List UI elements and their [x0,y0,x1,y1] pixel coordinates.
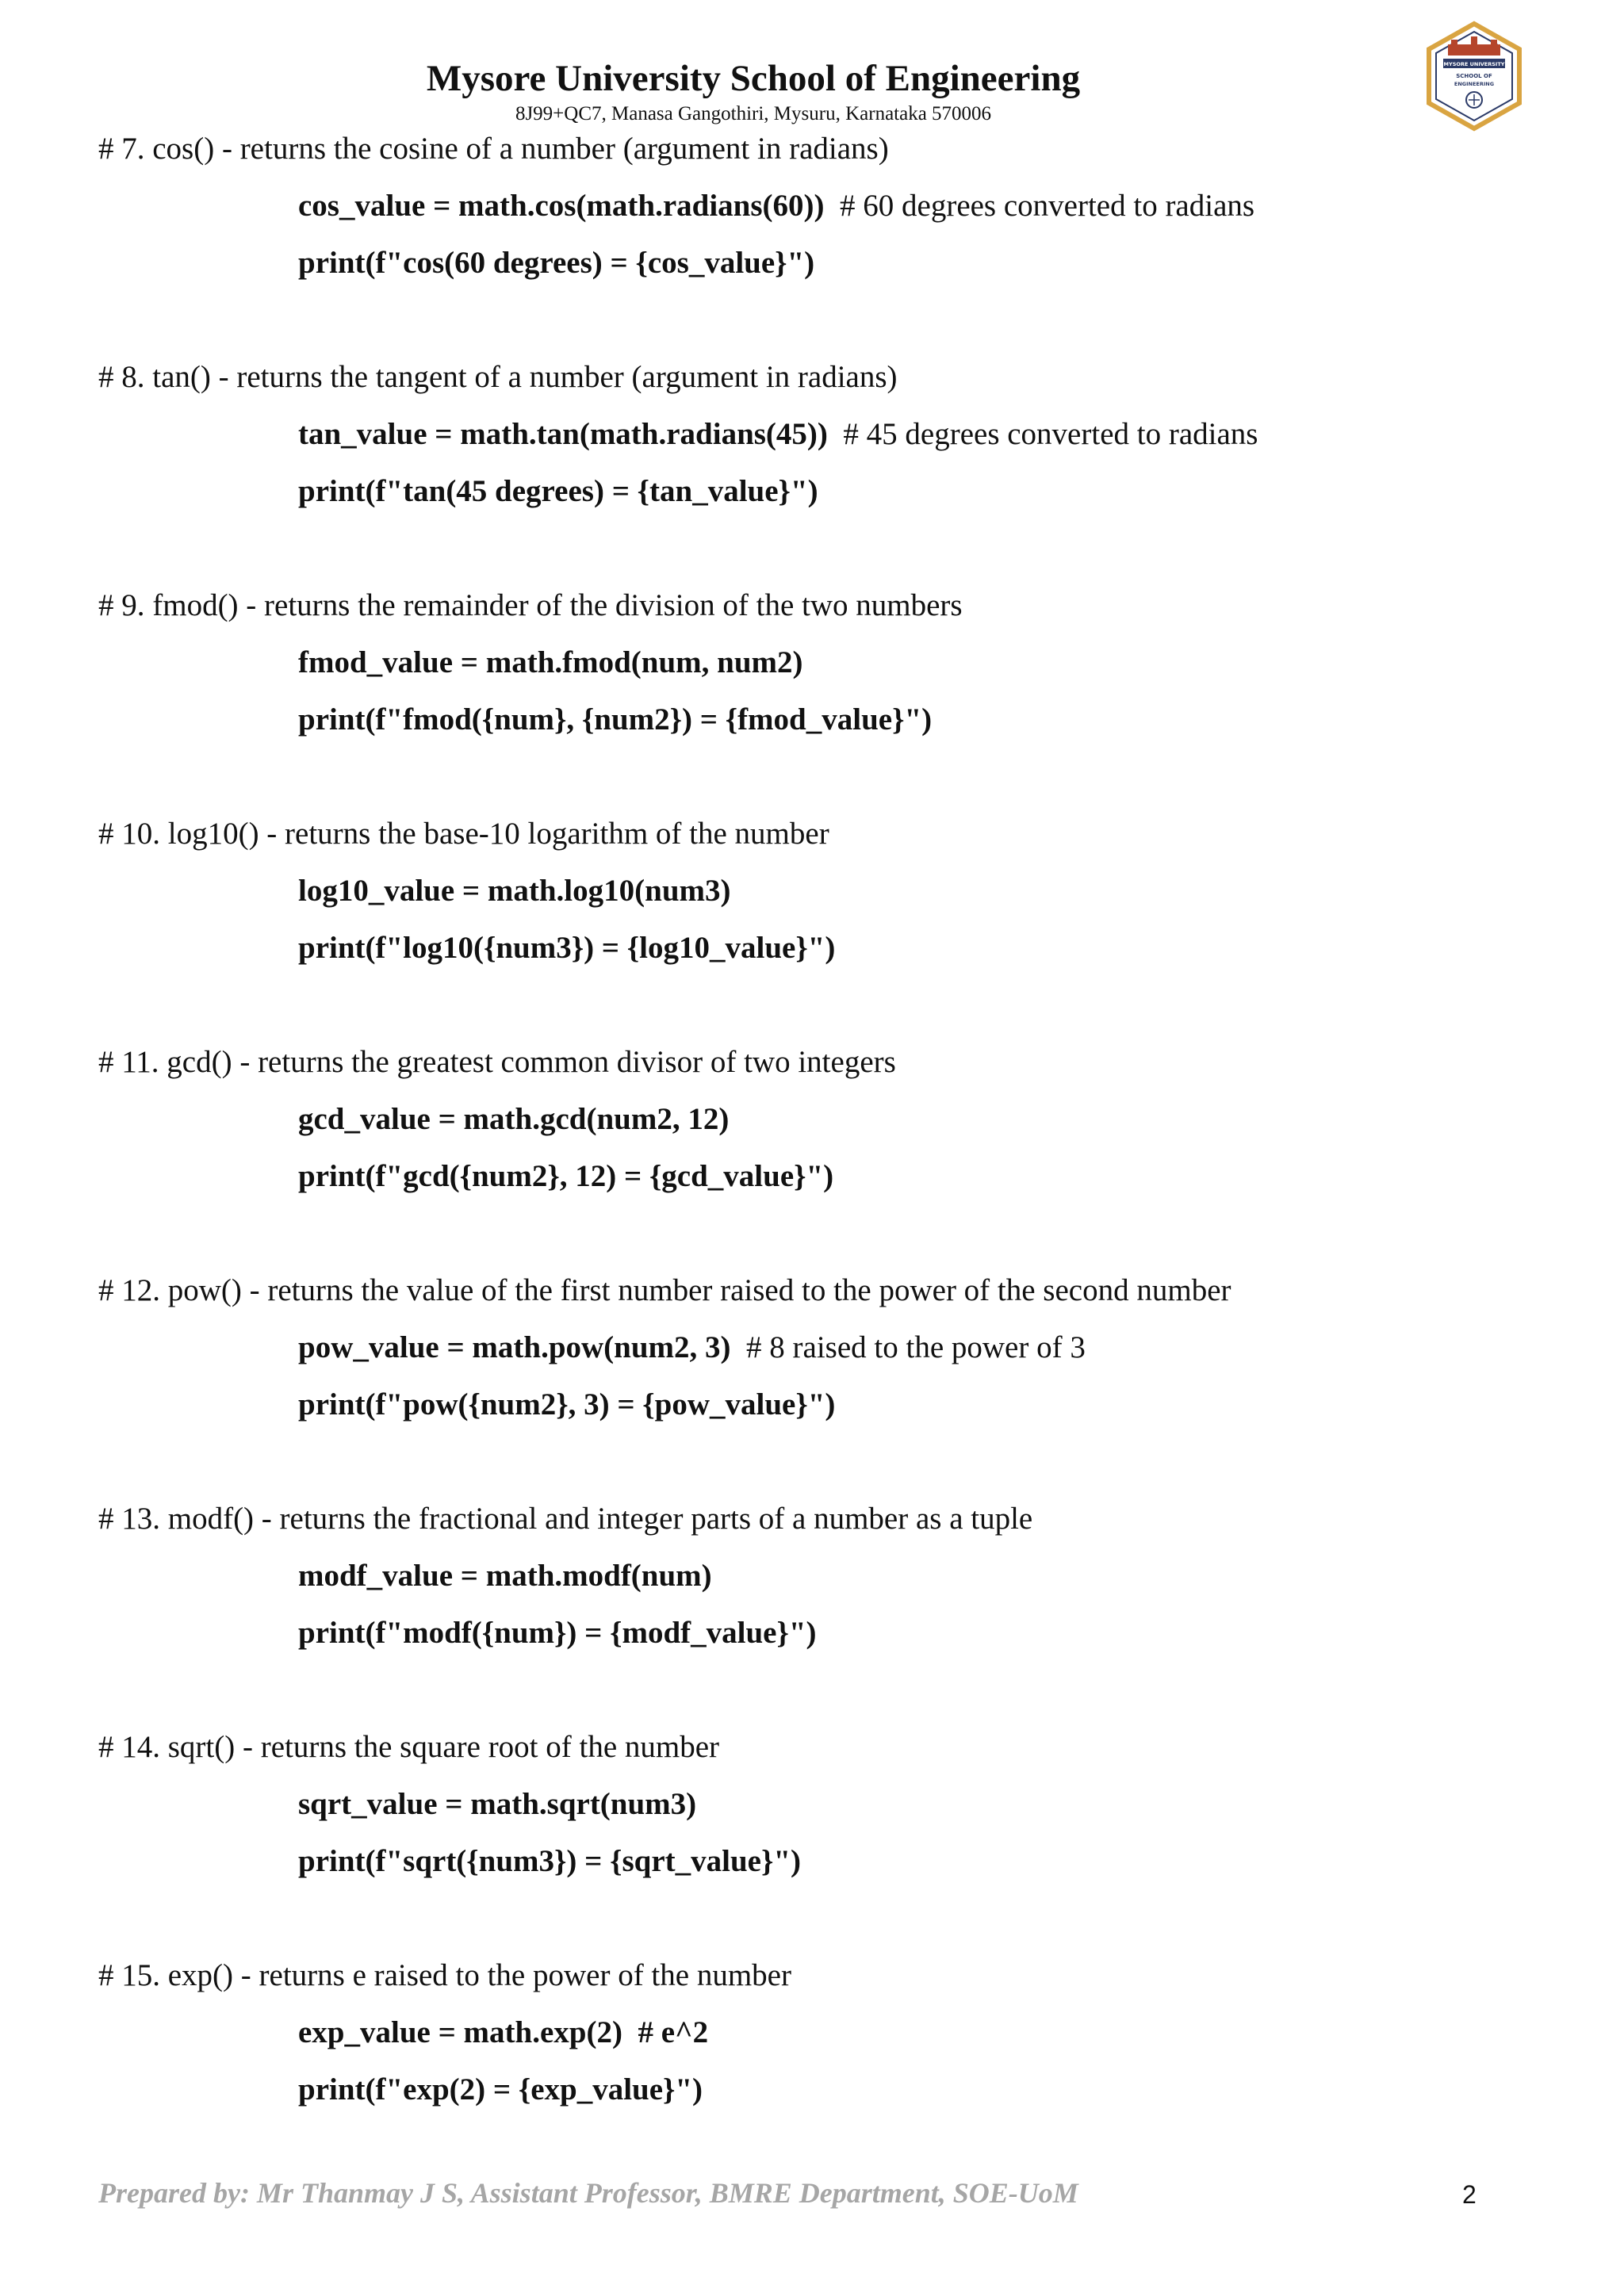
code-line [298,641,803,685]
section-fmod [98,584,1542,812]
section-cos [98,127,1542,355]
code-line: print(f"log10({num3}) = {log10_value}") [298,931,836,965]
inline-comment: # 60 degrees converted to radians [824,189,1255,223]
code-statement: exp_value = math.exp(2) # e^2 [298,2015,709,2049]
code-line [298,412,1258,457]
section-comment: # 7. cos() - returns the cosine of a number (argument in radians) [98,132,889,166]
code-line [298,869,731,913]
code-line [298,2011,708,2055]
section-pow [98,1269,1542,1497]
code-statement: cos_value = math.cos(math.radians(60)) [298,189,825,223]
inline-comment: # 45 degrees converted to radians [827,417,1258,451]
code-line [298,1097,729,1142]
page-number: 2 [1462,2180,1477,2209]
code-line [298,1782,696,1827]
logo-text-1: MYSORE UNIVERSITY [1443,61,1505,67]
section-comment: # 14. sqrt() - returns the square root of the number [98,1730,720,1764]
code-statement: fmod_value = math.fmod(num, num2) [298,645,803,679]
code-line [298,184,1254,228]
section-comment: # 11. gcd() - returns the greatest common divisor of two integers [98,1045,896,1079]
section-exp [98,1954,1542,2182]
section-log10 [98,812,1542,1040]
code-listing [98,127,1542,2182]
section-comment: # 8. tan() - returns the tangent of a number (argument in radians) [98,360,898,394]
inline-comment: # 8 raised to the power of 3 [730,1330,1086,1364]
code-statement: gcd_value = math.gcd(num2, 12) [298,1102,730,1136]
code-statement: log10_value = math.log10(num3) [298,874,731,908]
code-line: print(f"sqrt({num3}) = {sqrt_value}") [298,1844,801,1878]
code-line: print(f"tan(45 degrees) = {tan_value}") [298,474,818,508]
code-statement: sqrt_value = math.sqrt(num3) [298,1787,697,1821]
code-line: print(f"gcd({num2}, 12) = {gcd_value}") [298,1159,834,1193]
code-line: print(f"modf({num}) = {modf_value}") [298,1616,817,1650]
code-line: print(f"exp(2) = {exp_value}") [298,2072,703,2107]
section-sqrt [98,1725,1542,1954]
section-tan [98,355,1542,584]
code-line: print(f"fmod({num}, {num2}) = {fmod_value}") [298,702,933,737]
section-comment: # 9. fmod() - returns the remainder of the division of the two numbers [98,588,963,622]
footer-credit: Prepared by: Mr Thanmay J S, Assistant Professor, BMRE Department, SOE-UoM [98,2177,1078,2209]
logo-text-2: SCHOOL OF [1456,73,1492,79]
section-comment: # 15. exp() - returns e raised to the power of the number [98,1958,791,1992]
section-gcd [98,1040,1542,1269]
code-line: print(f"pow({num2}, 3) = {pow_value}") [298,1387,836,1422]
logo-text-3: ENGINEERING [1454,81,1495,87]
section-comment: # 12. pow() - returns the value of the first number raised to the power of the second number [98,1273,1231,1307]
code-line [298,1326,1086,1370]
page-header-title: Mysore University School of Engineering [426,58,1081,99]
section-comment: # 10. log10() - returns the base-10 logarithm of the number [98,817,829,851]
code-statement: tan_value = math.tan(math.radians(45)) [298,417,828,451]
code-statement: pow_value = math.pow(num2, 3) [298,1330,731,1364]
code-line: print(f"cos(60 degrees) = {cos_value}") [298,246,815,280]
page-header-address: 8J99+QC7, Manasa Gangothiri, Mysuru, Karnataka 570006 [515,103,992,124]
university-logo [1424,21,1524,132]
section-comment: # 13. modf() - returns the fractional and integer parts of a number as a tuple [98,1502,1033,1536]
section-modf [98,1497,1542,1725]
code-statement: modf_value = math.modf(num) [298,1559,712,1593]
code-line [298,1554,712,1598]
